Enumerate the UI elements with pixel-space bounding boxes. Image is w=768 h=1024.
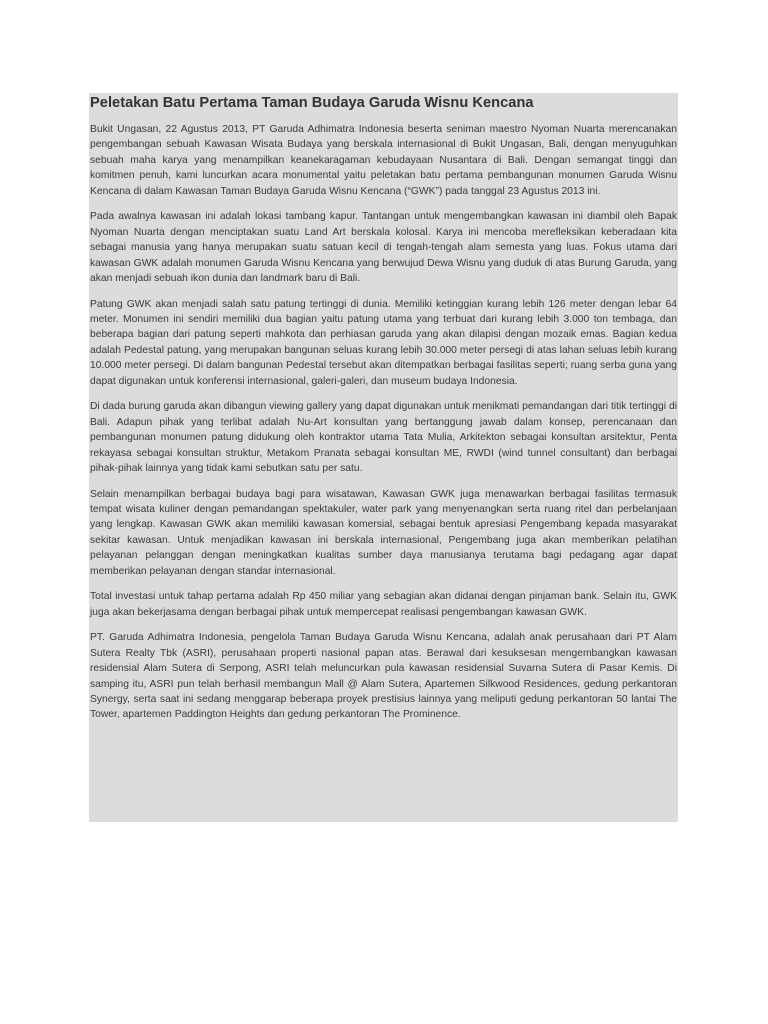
paragraph-6: Total investasi untuk tahap pertama adalah Rp 450 miliar yang sebagian akan didanai dengan pinjaman bank. Selain itu, GWK juga akan bekerjasama dengan berbagai pihak untuk mempercepat realisasi pengembangan kawasan GWK. — [90, 591, 677, 618]
document-body — [90, 122, 677, 723]
paragraph-3: Patung GWK akan menjadi salah satu patung tertinggi di dunia. Memiliki ketinggian kurang lebih 126 meter dengan lebar 64 meter. Monumen ini sendiri memiliki dua bagian yaitu patung utama yang terbuat dari kurang lebih 3.000 ton tembaga, dan beberapa bagian dari patung seperti mahkota dan perhiasan garuda yang akan dilapisi dengan mozaik emas. Bagian kedua adalah Pedestal patung, yang merupakan bangunan seluas kurang lebih 30.000 meter persegi di atas lahan seluas lebih kurang 10.000 meter persegi. Di dalam bangunan Pedestal tersebut akan ditempatkan berbagai fasilitas seperti; ruang serba guna yang dapat digunakan untuk konferensi internasional, galeri-galeri, dan museum budaya Indonesia. — [90, 298, 677, 387]
document-title: Peletakan Batu Pertama Taman Budaya Garuda Wisnu Kencana — [90, 95, 534, 111]
document-page — [89, 93, 678, 822]
paragraph-7: PT. Garuda Adhimatra Indonesia, pengelola Taman Budaya Garuda Wisnu Kencana, adalah anak perusahaan dari PT Alam Sutera Realty Tbk (ASRI), perusahaan properti nasional papan atas. Berawal dari kesuksesan mengembangkan kawasan residensial Alam Sutera di Serpong, ASRI telah meluncurkan pula kawasan residensial Suvarna Sutera di Pasar Kemis. Di samping itu, ASRI pun telah berhasil membangun Mall @ Alam Sutera, Apartemen Silkwood Residences, gedung perkantoran Synergy, serta saat ini sedang menggarap beberapa proyek prestisius lainnya yang meliputi gedung perkantoran 50 lantai The Tower, apartemen Paddington Heights dan gedung perkantoran The Prominence. — [90, 632, 677, 721]
paragraph-1: Bukit Ungasan, 22 Agustus 2013, PT Garuda Adhimatra Indonesia beserta seniman maestro Nyoman Nuarta merencanakan pengembangan sebuah Kawasan Wisata Budaya yang berskala internasional di Bukit Ungasan, Bali, dengan menyuguhkan sebuah maha karya yang menampilkan keanekaragaman kebudayaan Nusantara di Bali. Dengan semangat tinggi dan komitmen penuh, kami luncurkan acara monumental yaitu peletakan batu pertama pembangunan monumen Garuda Wisnu Kencana di dalam Kawasan Taman Budaya Garuda Wisnu Kencana (“GWK”) pada tanggal 23 Agustus 2013 ini. — [90, 124, 677, 197]
paragraph-5: Selain menampilkan berbagai budaya bagi para wisatawan, Kawasan GWK juga menawarkan berbagai fasilitas termasuk tempat wisata kuliner dengan pemandangan spektakuler, water park yang menyenangkan serta ruang ritel dan perbelanjaan yang lengkap. Kawasan GWK akan memiliki kawasan komersial, sebagai bentuk apresiasi Pengembang kepada masyarakat sekitar kawasan. Untuk menjadikan kawasan ini berskala internasional, Pengembang juga akan memberikan pelatihan pelayanan pelanggan dengan meningkatkan kualitas sumber daya manusianya terutama bagi pedagang agar dapat memberikan pelayanan dengan standar internasional. — [90, 488, 677, 577]
paragraph-2: Pada awalnya kawasan ini adalah lokasi tambang kapur. Tantangan untuk mengembangkan kawasan ini diambil oleh Bapak Nyoman Nuarta dengan menciptakan suatu Land Art berskala kolosal. Karya ini mencoba merefleksikan keberadaan kita sebagai manusia yang hanya merupakan suatu satuan kecil di tengah-tengah alam semesta yang luas. Fokus utama dari kawasan GWK adalah monumen Garuda Wisnu Kencana yang berwujud Dewa Wisnu yang duduk di atas Burung Garuda, yang akan menjadi sebuah ikon dunia dan landmark baru di Bali. — [90, 211, 677, 285]
paragraph-4: Di dada burung garuda akan dibangun viewing gallery yang dapat digunakan untuk menikmati pemandangan dari titik tertinggi di Bali. Adapun pihak yang terlibat adalah Nu-Art konsultan yang bertanggung jawab dalam konsep, perencanaan dan pembangunan monumen patung didukung oleh kontraktor utama Tata Mulia, Arkitekton sebagai konsultan arsitektur, Penta rekayasa sebagai konsultan struktur, Metakom Pranata sebagai konsultan ME, RWDI (wind tunnel consultant) dan berbagai pihak-pihak lainnya yang tidak kami sebutkan satu per satu. — [90, 401, 677, 475]
